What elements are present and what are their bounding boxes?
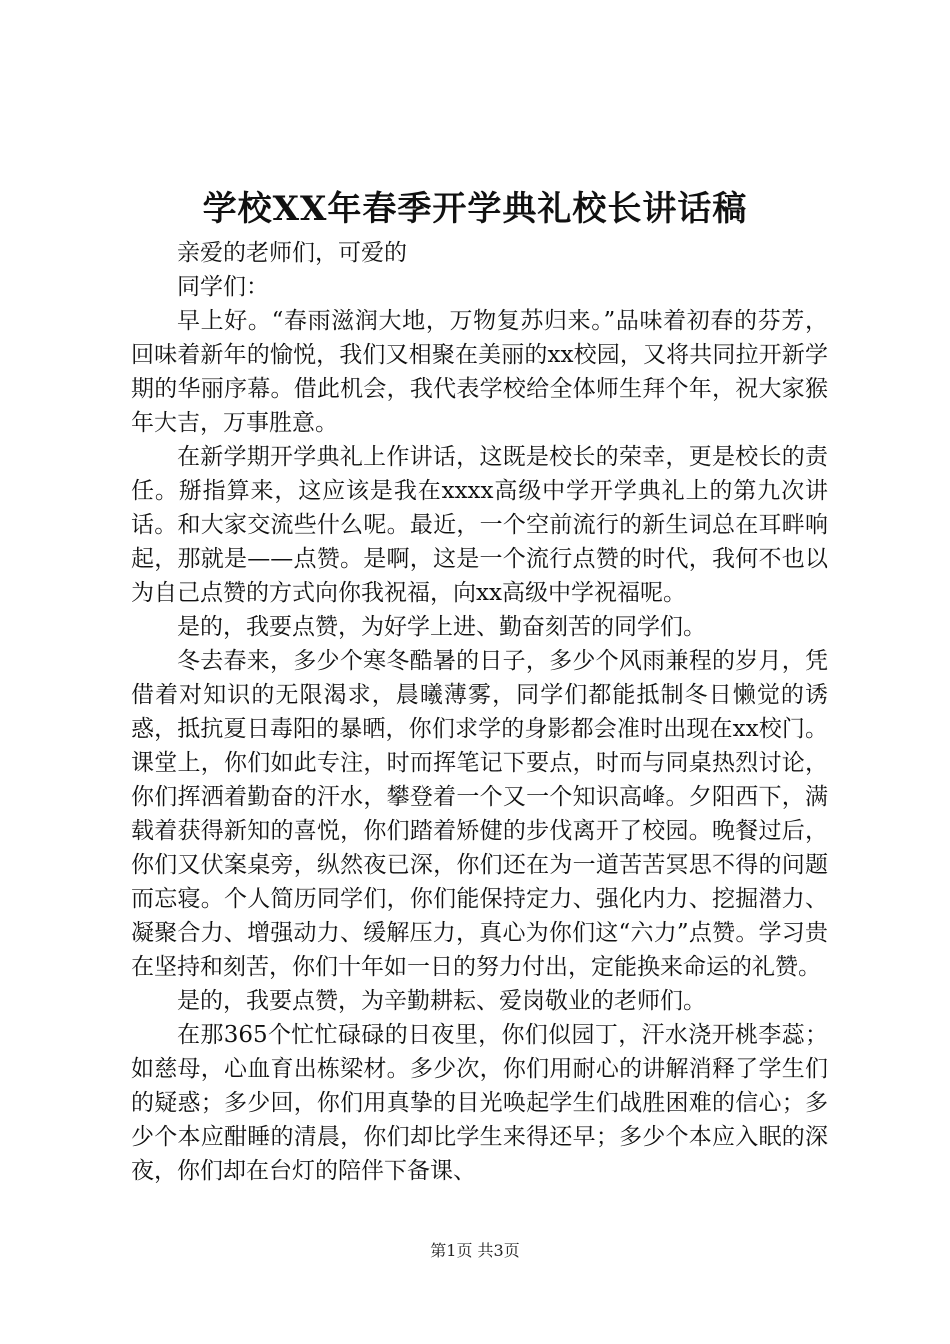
salutation-line-2: 同学们： xyxy=(177,274,269,300)
paragraph: 是的，我要点赞，为好学上进、勤奋刻苦的同学们。 xyxy=(177,614,706,640)
paragraph: 在新学期开学典礼上作讲话，这既是校长的荣幸，更是校长的责任。掰指算来，这应该是我在xxxx高级中学开学典礼上的第九次讲话。和大家交流些什么呢。最近，一个空前流行的新生词总在耳畔响起，那就是——点赞。是啊，这是一个流行点赞的时代，我何不也以为自己点赞的方式向你我祝福，向xx高级中学祝福呢。 xyxy=(131,444,828,606)
paragraph: 是的，我要点赞，为辛勤耕耘、爱岗敬业的老师们。 xyxy=(177,988,706,1014)
paragraph: 早上好。“春雨滋润大地，万物复苏归来。”品味着初春的芬芳，回味着新年的愉悦，我们又相聚在美丽的xx校园，又将共同拉开新学期的华丽序幕。借此机会，我代表学校给全体师生拜个年，祝大家猴年大吉，万事胜意。 xyxy=(131,308,828,436)
salutation-line-1: 亲爱的老师们，可爱的 xyxy=(177,240,407,266)
document-body xyxy=(131,236,828,1188)
paragraph: 冬去春来，多少个寒冬酷暑的日子，多少个风雨兼程的岁月，凭借着对知识的无限渴求，晨曦薄雾，同学们都能抵制冬日懒觉的诱惑，抵抗夏日毒阳的暴晒，你们求学的身影都会准时出现在xx校门。课堂上，你们如此专注，时而挥笔记下要点，时而与同桌热烈讨论，你们挥洒着勤奋的汗水，攀登着一个又一个知识高峰。夕阳西下，满载着获得新知的喜悦，你们踏着矫健的步伐离开了校园。晚餐过后，你们又伏案桌旁，纵然夜已深，你们还在为一道苦苦冥思不得的问题而忘寝。个人简历同学们，你们能保持定力、强化内力、挖掘潜力、凝聚合力、增强动力、缓解压力，真心为你们这“六力”点赞。学习贵在坚持和刻苦，你们十年如一日的努力付出，定能换来命运的礼赞。 xyxy=(131,648,828,980)
document-title: 学校XX年春季开学典礼校长讲话稿 xyxy=(202,189,748,229)
page-number-footer: 第1页 共3页 xyxy=(430,1241,520,1260)
paragraph: 在那365个忙忙碌碌的日夜里，你们似园丁，汗水浇开桃李蕊；如慈母，心血育出栋梁材。多少次，你们用耐心的讲解消释了学生们的疑惑；多少回，你们用真挚的目光唤起学生们战胜困难的信心；多少个本应酣睡的清晨，你们却比学生来得还早；多少个本应入眠的深夜，你们却在台灯的陪伴下备课、 xyxy=(131,1022,828,1184)
